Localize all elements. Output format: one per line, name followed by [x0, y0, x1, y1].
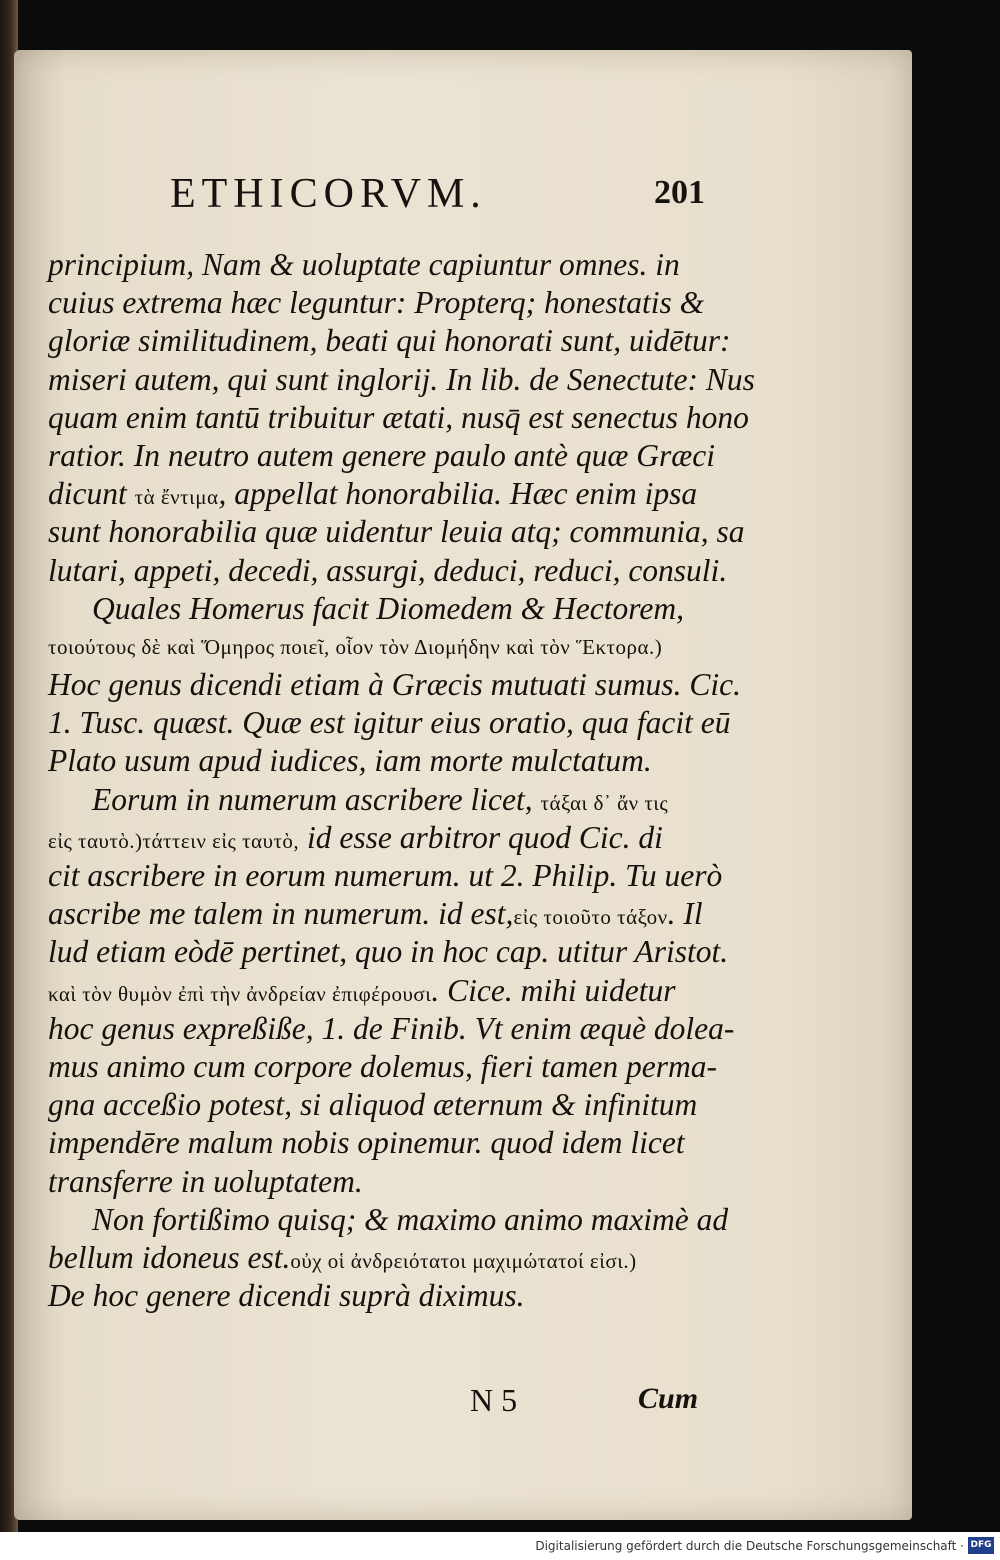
latin-fragment: Eorum in numerum ascribere licet, [92, 781, 541, 817]
credit-text: Digitalisierung gefördert durch die Deutsche Forschungsgemeinschaft · [535, 1539, 964, 1553]
text-line: lud etiam eòdē pertinet, quo in hoc cap. utitur Aristot. [48, 934, 729, 970]
greek-fragment: τάξαι δ᾽ ἄν τις [540, 790, 669, 815]
greek-fragment: εἰς ταυτὸ.)τάττειν εἰς ταυτὸ, [48, 828, 300, 853]
latin-fragment: . Cice. mihi uidetur [431, 972, 676, 1008]
greek-fragment: καὶ τὸν θυμὸν ἐπὶ τὴν ἀνδρείαν ἐπιφέρουσι [48, 981, 432, 1006]
greek-fragment: εἰς τοιοῦτο τάξον [513, 905, 668, 930]
text-line: ratior. In neutro autem genere paulo antè quæ Græci [48, 437, 715, 473]
latin-fragment: dicunt [48, 476, 135, 512]
latin-fragment: . Il [667, 896, 703, 932]
text-line: mus animo cum corpore dolemus, fieri tamen perma- [48, 1048, 717, 1084]
signature-mark: N 5 [470, 1382, 518, 1418]
text-line [48, 781, 708, 819]
text-line: cuius extrema hæc leguntur: Propterq; honestatis & [48, 285, 705, 321]
running-head: ETHICORVM. [170, 171, 487, 217]
text-line: principium, Nam & uoluptate capiuntur omnes. in [48, 247, 680, 282]
text-line: miseri autem, qui sunt inglorij. In lib. de Senectute: Nus [48, 361, 755, 397]
latin-fragment: bellum idoneus est. [48, 1239, 291, 1275]
text-line: quam enim tantū tribuitur ætati, nusq̄ est senectus hono [48, 399, 749, 435]
greek-fragment: τὰ ἔντιμα [134, 485, 219, 510]
text-line [48, 1239, 708, 1277]
catchword: Cum [638, 1382, 699, 1415]
greek-fragment: οὐχ οἱ ἀνδρειότατοι μαχιμώτατοί εἰσι.) [290, 1248, 637, 1273]
text-line [48, 819, 708, 857]
latin-fragment: ascribe me talem in numerum. id est, [48, 896, 514, 932]
text-line: De hoc genere dicendi suprà diximus. [48, 1278, 525, 1314]
text-line: Hoc genus dicendi etiam à Græcis mutuati sumus. Cic. [48, 667, 741, 703]
page-footer [14, 1382, 912, 1426]
page-header [14, 170, 912, 230]
text-line [48, 475, 708, 513]
text-line: hoc genus expreßiße, 1. de Finib. Vt enim æquè dolea- [48, 1010, 735, 1046]
credit-bar [0, 1532, 1000, 1560]
text-line: cit ascribere in eorum numerum. ut 2. Philip. Tu uerò [48, 858, 723, 893]
text-line: Non fortißimo quisq; & maximo animo maximè ad [92, 1201, 729, 1237]
text-line: sunt honorabilia quæ uidentur leuia atq; communia, sa [48, 514, 745, 550]
text-line: 1. Tusc. quæst. Quæ est igitur eius oratio, qua facit eū [48, 705, 731, 741]
text-line: lutari, appeti, decedi, assurgi, deduci, reduci, consuli. [48, 552, 728, 588]
text-line: Plato usum apud iudices, iam morte mulctatum. [48, 743, 652, 779]
text-line: impendēre malum nobis opinemur. quod idem licet [48, 1125, 685, 1161]
text-line [48, 972, 708, 1010]
page-number: 201 [654, 174, 705, 211]
text-line [48, 895, 708, 933]
body-text [48, 246, 755, 1315]
latin-fragment: , appellat honorabilia. Hæc enim ipsa [218, 476, 698, 512]
dfg-logo-icon: DFG [968, 1537, 994, 1554]
latin-fragment: id esse arbitror quod Cic. di [299, 819, 663, 855]
text-line: gna acceßio potest, si aliquod æternum & infinitum [48, 1087, 698, 1123]
text-line: transferre in uoluptatem. [48, 1163, 363, 1199]
text-line: Quales Homerus facit Diomedem & Hectorem, [92, 590, 684, 626]
greek-quote-line: τοιούτους δὲ καὶ Ὅμηρος ποιεῖ, οἷον τὸν Διομήδην καὶ τὸν Ἕκτορα.) [48, 634, 663, 659]
text-line: gloriæ similitudinem, beati qui honorati sunt, uidētur: [48, 323, 731, 359]
book-page [14, 50, 912, 1520]
